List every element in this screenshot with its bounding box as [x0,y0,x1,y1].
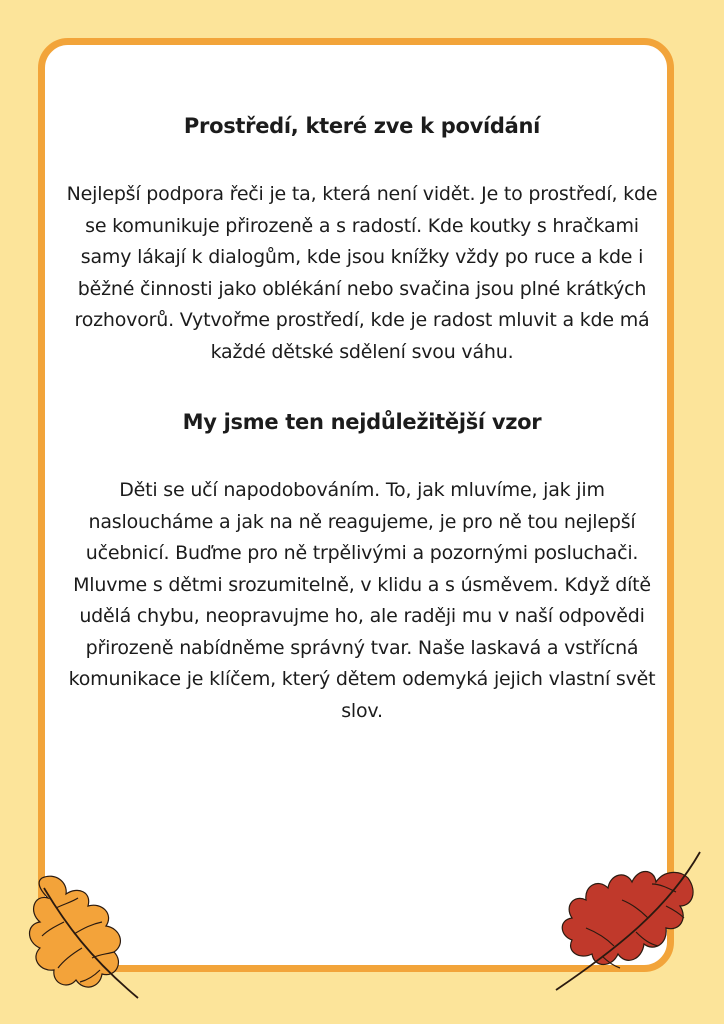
section-heading-environment: Prostředí, které zve k povídání [183,114,541,138]
section-heading-role-model: My jsme ten nejdůležitější vzor [182,410,542,434]
section-paragraph-role-model: Děti se učí napodobováním. To, jak mluvíme, jak jim nasloucháme a jak na ně reagujeme, je pro ně tou nejlepší učebnicí. Buďme pro ně trpělivými a pozornými posluchači. Mluvme s dětmi srozumitelně, v klidu a s úsměvem. Když dítě udělá chybu, neopravujme ho, ale raději mu v naší odpovědi přirozeně nabídněme správný tvar. Naše laskavá a vstřícná komunikace je klíčem, který dětem odemyká jejich vlastní svět slov. [68,479,656,722]
text-content [62,110,662,727]
red-oak-leaf-icon [548,848,708,998]
section-paragraph-environment: Nejlepší podpora řeči je ta, která není vidět. Je to prostředí, kde se komunikuje přirozeně a s radostí. Kde koutky s hračkami samy lákají k dialogům, kde jsou knížky vždy po ruce a kde i běžné činnosti jako oblékání nebo svačina jsou plné krátkých rozhovorů. Vytvořme prostředí, kde je radost mluvit a kde má každé dětské sdělení svou váhu. [66,183,658,363]
orange-oak-leaf-icon [20,868,150,1008]
